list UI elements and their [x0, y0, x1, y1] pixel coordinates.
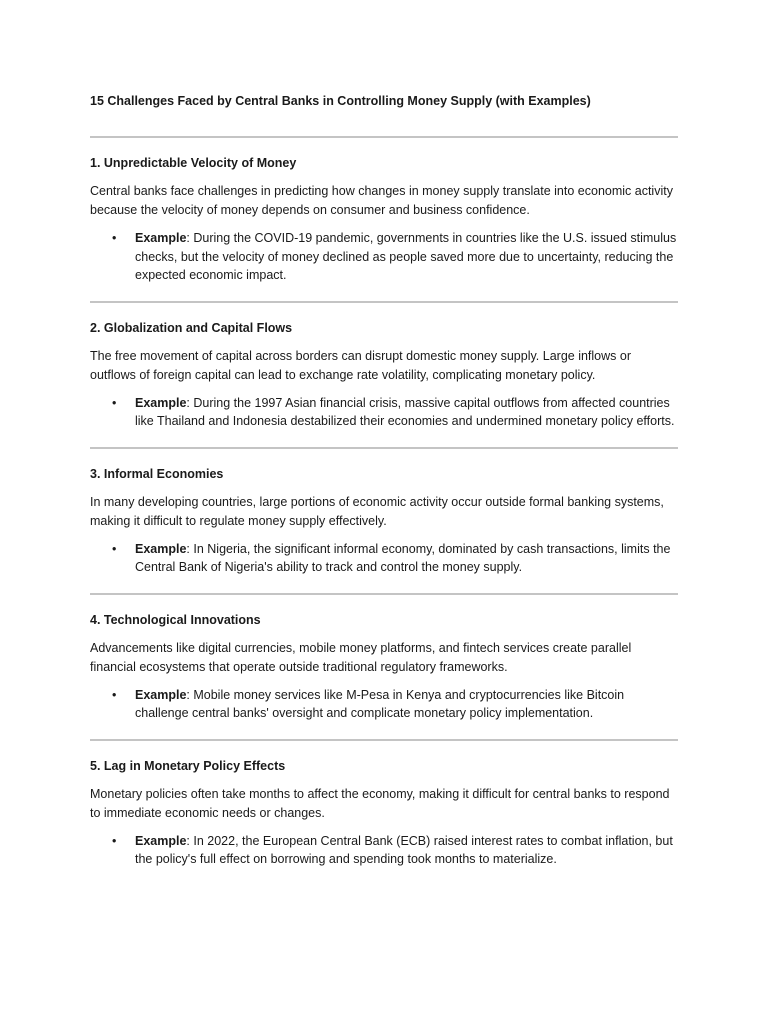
- example-text: : In Nigeria, the significant informal economy, dominated by cash transactions, limits the Central Bank of Nigeria's ability to track and control the money supply.: [135, 541, 671, 574]
- example-text: : Mobile money services like M-Pesa in Kenya and cryptocurrencies like Bitcoin challenge central banks' oversight and complicate monetary policy implementation.: [135, 687, 625, 720]
- example-text: : In 2022, the European Central Bank (ECB) raised interest rates to combat inflation, but the policy's full effect on borrowing and spending took months to materialize.: [135, 833, 673, 866]
- example-label: Example: [135, 395, 187, 410]
- example-label: Example: [135, 687, 187, 702]
- section-divider: [90, 301, 678, 303]
- section-body: In many developing countries, large portions of economic activity occur outside formal banking systems, making it difficult to regulate money supply effectively.: [90, 494, 664, 528]
- section-heading: 3. Informal Economies: [90, 466, 224, 481]
- example-label: Example: [135, 833, 187, 848]
- example-text: : During the COVID-19 pandemic, governments in countries like the U.S. issued stimulus checks, but the velocity of money declined as people saved more due to uncertainty, reducing the expected economic impact.: [135, 231, 677, 282]
- section-divider: [90, 136, 678, 138]
- section-2: [90, 319, 678, 431]
- example-list: [90, 686, 678, 723]
- section-1: [90, 154, 678, 285]
- example-item: [90, 540, 678, 577]
- bullet-icon: •: [112, 541, 117, 556]
- example-list: [90, 832, 678, 869]
- example-item: [90, 832, 678, 869]
- section-body: The free movement of capital across borders can disrupt domestic money supply. Large inflows or outflows of foreign capital can lead to exchange rate volatility, complicating monetary policy.: [90, 348, 631, 382]
- bullet-icon: •: [112, 833, 117, 848]
- section-heading: 2. Globalization and Capital Flows: [90, 320, 293, 335]
- example-item: [90, 686, 678, 723]
- example-text: : During the 1997 Asian financial crisis, massive capital outflows from affected countries like Thailand and Indonesia destabilized their economies and undermined monetary policy efforts.: [135, 395, 675, 428]
- example-list: [90, 229, 678, 285]
- section-divider: [90, 447, 678, 449]
- document-title: 15 Challenges Faced by Central Banks in Controlling Money Supply (with Examples): [90, 94, 591, 108]
- section-body: Monetary policies often take months to affect the economy, making it difficult for central banks to respond to immediate economic needs or changes.: [90, 786, 670, 820]
- example-label: Example: [135, 541, 187, 556]
- section-divider: [90, 739, 678, 741]
- section-body: Central banks face challenges in predicting how changes in money supply translate into economic activity because the velocity of money depends on consumer and business confidence.: [90, 184, 673, 217]
- example-list: [90, 394, 678, 431]
- section-heading: 5. Lag in Monetary Policy Effects: [90, 758, 286, 773]
- example-list: [90, 540, 678, 577]
- example-label: Example: [135, 231, 187, 245]
- section-divider: [90, 593, 678, 595]
- section-heading: 1. Unpredictable Velocity of Money: [90, 156, 297, 170]
- section-body: Advancements like digital currencies, mobile money platforms, and fintech services create parallel financial ecosystems that operate outside traditional regulatory frameworks.: [90, 640, 632, 674]
- section-5: [90, 757, 678, 869]
- bullet-icon: •: [112, 687, 117, 702]
- bullet-icon: •: [112, 231, 117, 245]
- example-item: [90, 229, 678, 285]
- section-4: [90, 611, 678, 723]
- example-item: [90, 394, 678, 431]
- bullet-icon: •: [112, 395, 117, 410]
- section-heading: 4. Technological Innovations: [90, 612, 261, 627]
- section-3: [90, 465, 678, 577]
